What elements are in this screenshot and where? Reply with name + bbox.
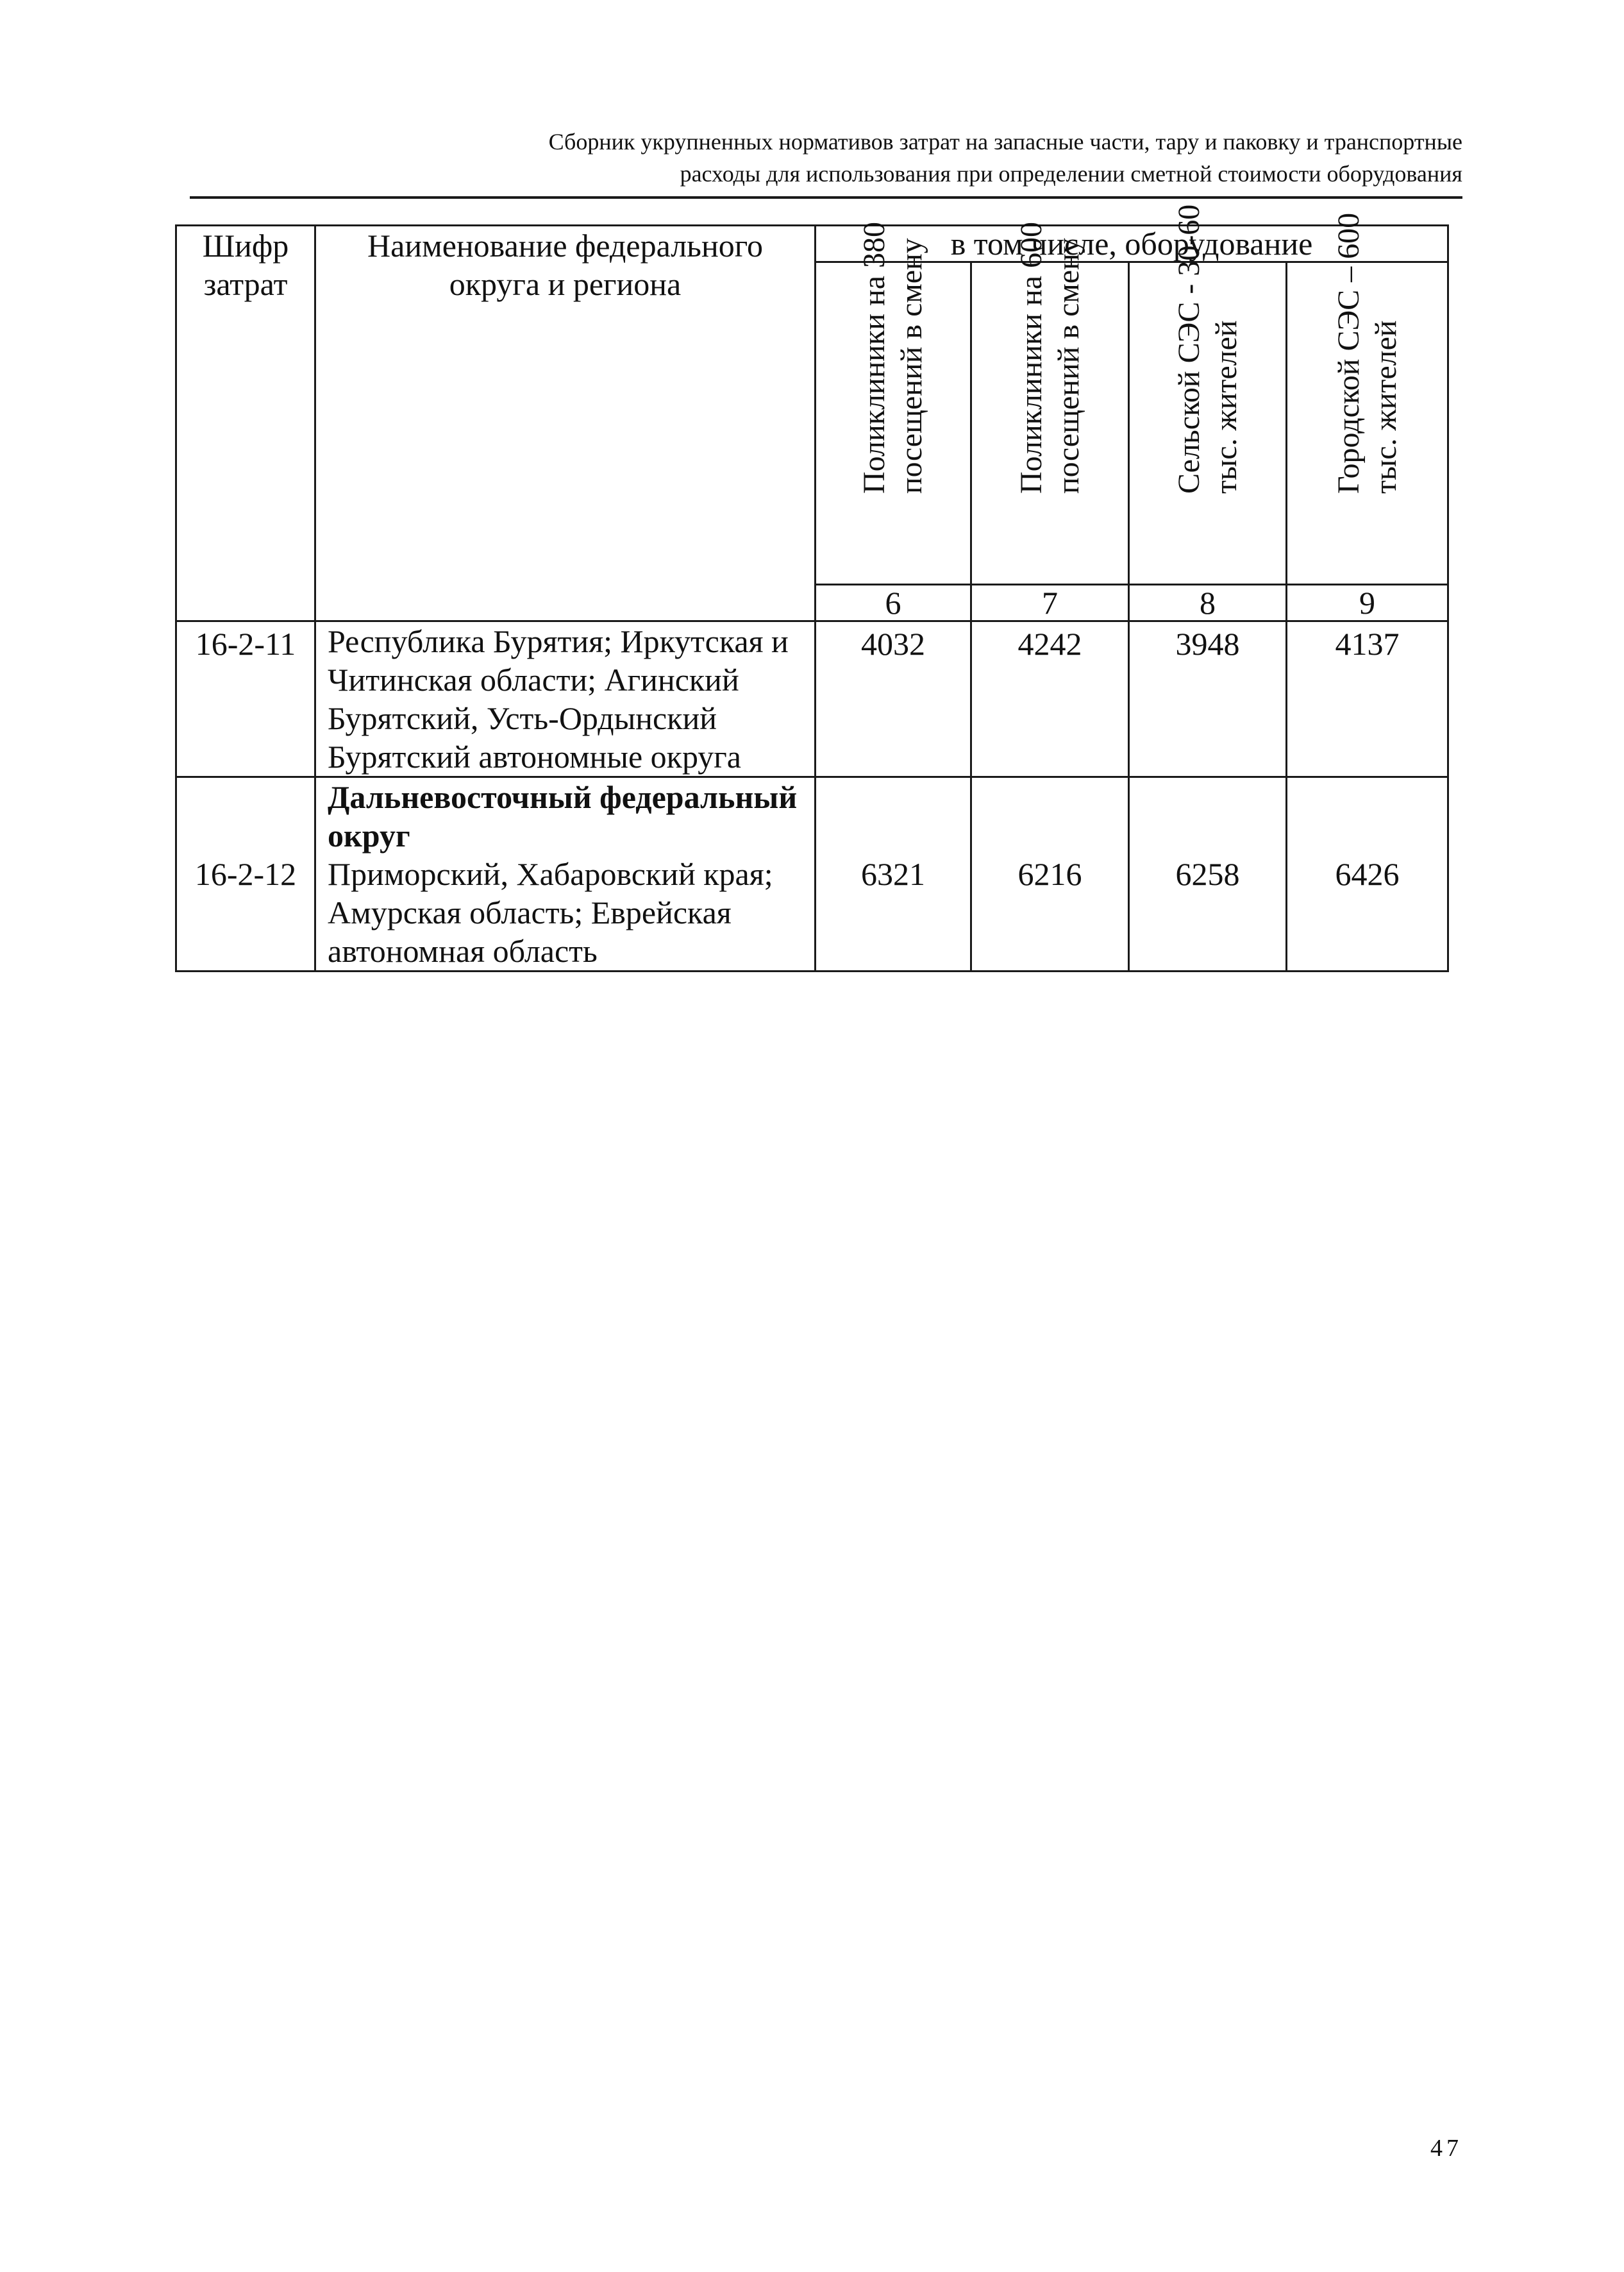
group-header-equipment: в том числе, оборудование xyxy=(816,226,1448,262)
col-header-polyclinic-380: Поликлиники на 380 посещений в смену xyxy=(816,262,971,585)
row-value: 6216 xyxy=(971,777,1129,972)
row-code: 16-2-11 xyxy=(176,621,315,777)
col-header-city-ses: Городской СЭС – 600 тыс. жителей xyxy=(1287,262,1448,585)
page-number: 47 xyxy=(1430,2135,1462,2162)
table-header-row xyxy=(176,226,1448,262)
col-header-code: Шифр затрат xyxy=(176,226,315,621)
row-value: 6321 xyxy=(816,777,971,972)
row-value: 4032 xyxy=(816,621,971,777)
table-row xyxy=(176,621,1448,777)
col-number-8: 8 xyxy=(1129,585,1287,621)
running-header-line-2: расходы для использования при определении сметной стоимости оборудования xyxy=(680,161,1462,187)
row-region: Дальневосточный федеральный округ Приморский, Хабаровский края; Амурская область; Еврейская автономная область xyxy=(315,777,816,972)
row-value: 4137 xyxy=(1287,621,1448,777)
row-value: 3948 xyxy=(1129,621,1287,777)
running-header xyxy=(180,126,1462,190)
row-region: Республика Бурятия; Иркутская и Читинская области; Агинский Бурятский, Усть-Ордынский Бурятский автономные округа xyxy=(315,621,816,777)
col-number-9: 9 xyxy=(1287,585,1448,621)
row-value: 6426 xyxy=(1287,777,1448,972)
district-name: Дальневосточный федеральный xyxy=(328,779,798,815)
table-row xyxy=(176,777,1448,972)
col-header-polyclinic-600: Поликлиники на 600 посещений в смену xyxy=(971,262,1129,585)
col-header-rural-ses: Сельской СЭС - 30-60 тыс. жителей xyxy=(1129,262,1287,585)
district-name: округ xyxy=(328,818,410,854)
col-number-6: 6 xyxy=(816,585,971,621)
row-code: 16-2-12 xyxy=(176,777,315,972)
norms-table xyxy=(175,204,1449,972)
running-header-line-1: Сборник укрупненных нормативов затрат на запасные части, тару и паковку и транспортные xyxy=(548,129,1462,155)
col-header-region: Наименование федерального округа и региона xyxy=(315,226,816,621)
row-value: 4242 xyxy=(971,621,1129,777)
row-value: 6258 xyxy=(1129,777,1287,972)
header-rule xyxy=(190,196,1462,199)
col-number-7: 7 xyxy=(971,585,1129,621)
